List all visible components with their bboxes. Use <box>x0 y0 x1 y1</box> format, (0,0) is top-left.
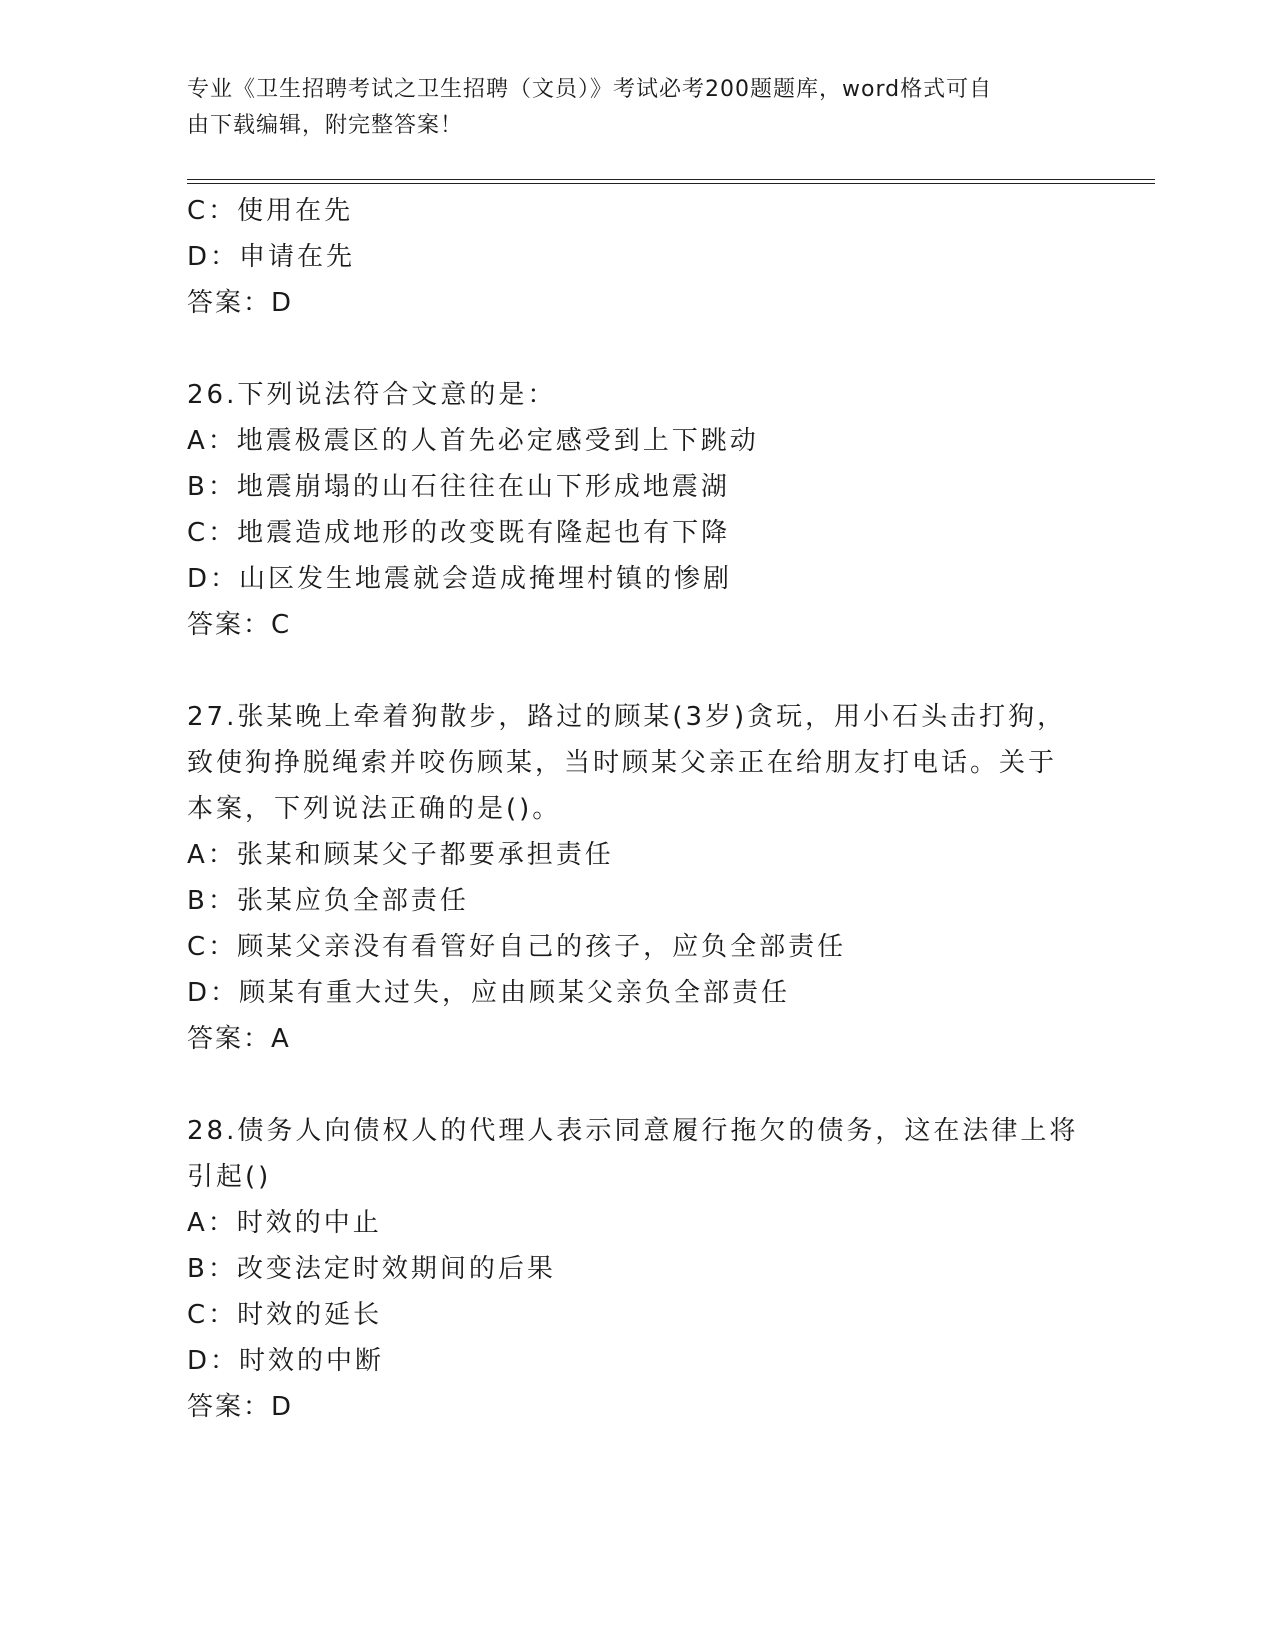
header-line-2: 由下载编辑，附完整答案！ <box>187 113 464 138</box>
option-a: A：地震极震区的人首先必定感受到上下跳动 <box>187 426 759 456</box>
option-c: C：使用在先 <box>187 196 354 226</box>
question-stem: 26.下列说法符合文意的是： <box>187 380 557 410</box>
answer-line: 答案：C <box>187 610 292 640</box>
question-27 <box>187 694 1087 1062</box>
option-d: D：山区发生地震就会造成掩埋村镇的惨剧 <box>187 564 733 594</box>
option-a: A：时效的中止 <box>187 1208 382 1238</box>
header-rule-bottom <box>187 183 1155 184</box>
option-d: D：时效的中断 <box>187 1346 385 1376</box>
option-b: B：改变法定时效期间的后果 <box>187 1254 556 1284</box>
option-b: B：张某应负全部责任 <box>187 886 469 916</box>
answer-line: 答案：D <box>187 288 294 318</box>
option-d: D：申请在先 <box>187 242 356 272</box>
option-c: C：时效的延长 <box>187 1300 383 1330</box>
option-c: C：地震造成地形的改变既有隆起也有下降 <box>187 518 731 548</box>
option-d: D：顾某有重大过失，应由顾某父亲负全部责任 <box>187 978 791 1008</box>
answer-line: 答案：D <box>187 1392 294 1422</box>
document-header <box>187 72 1067 144</box>
answer-line: 答案：A <box>187 1024 291 1054</box>
question-stem-line-2: 致使狗挣脱绳索并咬伤顾某，当时顾某父亲正在给朋友打电话。关于 <box>187 748 1058 778</box>
question-stem-line-2: 引起() <box>187 1162 272 1192</box>
header-line-1: 专业《卫生招聘考试之卫生招聘（文员）》考试必考200题题库，word格式可自 <box>187 77 993 102</box>
question-28 <box>187 1108 1087 1430</box>
question-stem-line-1: 27.张某晚上牵着狗散步，路过的顾某(3岁)贪玩，用小石头击打狗， <box>187 702 1067 732</box>
option-b: B：地震崩塌的山石往往在山下形成地震湖 <box>187 472 730 502</box>
header-rule-top <box>187 179 1155 180</box>
question-stem-line-1: 28.债务人向债权人的代理人表示同意履行拖欠的债务，这在法律上将 <box>187 1116 1079 1146</box>
question-content <box>187 188 1087 1430</box>
question-stem-line-3: 本案，下列说法正确的是()。 <box>187 794 562 824</box>
question-26 <box>187 372 1087 648</box>
option-a: A：张某和顾某父子都要承担责任 <box>187 840 614 870</box>
option-c: C：顾某父亲没有看管好自己的孩子，应负全部责任 <box>187 932 847 962</box>
question-fragment <box>187 188 1087 326</box>
